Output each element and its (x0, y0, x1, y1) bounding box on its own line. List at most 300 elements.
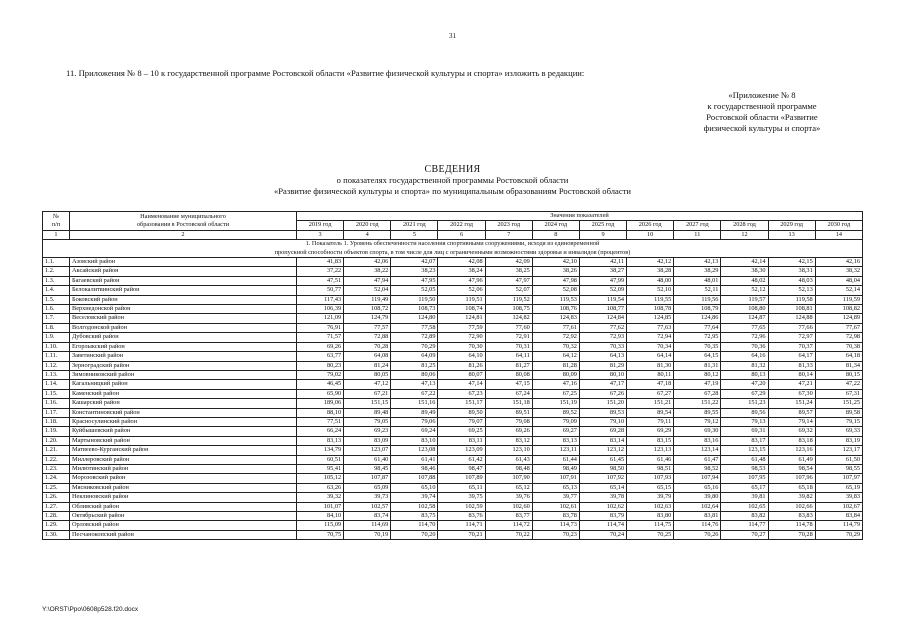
column-index: 14 (815, 230, 862, 239)
indicator-value: 70,30 (438, 342, 485, 351)
indicator-value: 65,13 (532, 483, 579, 492)
indicator-value: 84,10 (297, 512, 344, 521)
indicator-value: 123,13 (627, 446, 674, 455)
indicator-value: 47,51 (297, 276, 344, 285)
table-row (43, 436, 863, 445)
indicator-value: 70,25 (627, 530, 674, 539)
indicator-value: 121,09 (297, 314, 344, 323)
header-year: 2026 год (627, 221, 674, 230)
row-number: 1.29. (43, 521, 70, 530)
indicator-value: 102,65 (721, 502, 768, 511)
row-number: 1.11. (43, 352, 70, 361)
indicator-value: 69,30 (674, 427, 721, 436)
header-municipality (70, 212, 297, 231)
indicator-value: 38,24 (438, 267, 485, 276)
municipality-name: Заветинский район (70, 352, 297, 361)
intro-text: 11. Приложения № 8 – 10 к государственной программе Ростовской области «Развитие физической культуры и спорта» изложить в редакции: (66, 68, 585, 78)
indicator-value: 72,98 (815, 333, 862, 342)
indicator-value: 47,18 (627, 380, 674, 389)
indicator-value: 39,83 (815, 493, 862, 502)
table-row (43, 417, 863, 426)
indicator-value: 83,13 (297, 436, 344, 445)
row-number: 1.5. (43, 295, 70, 304)
indicator-value: 80,15 (815, 370, 862, 379)
indicator-value: 65,18 (768, 483, 815, 492)
indicator-value: 65,11 (438, 483, 485, 492)
indicator-value: 61,48 (721, 455, 768, 464)
row-number: 1.18. (43, 417, 70, 426)
indicator-value: 39,79 (627, 493, 674, 502)
indicator-value: 79,14 (768, 417, 815, 426)
indicator-value: 67,28 (674, 389, 721, 398)
indicator-value: 70,32 (532, 342, 579, 351)
indicator-value: 77,61 (532, 323, 579, 332)
indicator-value: 66,24 (297, 427, 344, 436)
indicator-value: 69,25 (438, 427, 485, 436)
indicator-value: 151,16 (391, 399, 438, 408)
indicator-value: 107,88 (391, 474, 438, 483)
indicator-value: 80,07 (438, 370, 485, 379)
indicator-value: 124,86 (674, 314, 721, 323)
municipality-name: Веселовский район (70, 314, 297, 323)
indicator-value: 70,19 (344, 530, 391, 539)
header-year: 2023 год (485, 221, 532, 230)
column-index: 1 (43, 230, 70, 239)
indicator-value: 119,50 (391, 295, 438, 304)
indicator-value: 69,33 (815, 427, 862, 436)
indicator-value: 107,92 (579, 474, 626, 483)
indicator-value: 65,17 (721, 483, 768, 492)
indicator-value: 67,31 (815, 389, 862, 398)
indicator-value: 79,02 (297, 370, 344, 379)
indicator-value: 67,27 (627, 389, 674, 398)
municipality-name: Аксайский район (70, 267, 297, 276)
indicator-value: 70,27 (721, 530, 768, 539)
indicator-value: 64,17 (768, 352, 815, 361)
indicator-value: 69,29 (627, 427, 674, 436)
municipality-name: Октябрьский район (70, 512, 297, 521)
title-line: «Развитие физической культуры и спорта» по муниципальным образованиям Ростовской области (273, 186, 632, 196)
indicator-value: 98,46 (391, 464, 438, 473)
indicator-value: 67,25 (532, 389, 579, 398)
indicator-value: 189,06 (297, 399, 344, 408)
municipality-name: Матвеево-Курганский район (70, 446, 297, 455)
indicator-value: 70,34 (627, 342, 674, 351)
indicator-value: 81,31 (674, 361, 721, 370)
indicator-value: 114,76 (674, 521, 721, 530)
indicator-value: 77,66 (768, 323, 815, 332)
municipality-name: Боковский район (70, 295, 297, 304)
indicator-value: 42,06 (344, 258, 391, 267)
column-index: 7 (485, 230, 532, 239)
indicator-value: 81,26 (438, 361, 485, 370)
indicator-value: 38,25 (485, 267, 532, 276)
indicator-value: 124,79 (344, 314, 391, 323)
indicator-value: 108,78 (627, 305, 674, 314)
header-year: 2029 год (768, 221, 815, 230)
row-number: 1.13. (43, 370, 70, 379)
indicator-value: 61,41 (391, 455, 438, 464)
indicator-value: 39,78 (579, 493, 626, 502)
indicator-value: 70,23 (532, 530, 579, 539)
indicator-value: 47,96 (438, 276, 485, 285)
indicator-value: 80,14 (768, 370, 815, 379)
indicator-value: 107,87 (344, 474, 391, 483)
indicator-value: 123,11 (532, 446, 579, 455)
indicator-value: 114,69 (344, 521, 391, 530)
indicator-value: 124,88 (768, 314, 815, 323)
table-row (43, 267, 863, 276)
indicator-value: 83,78 (532, 512, 579, 521)
indicator-value: 89,50 (438, 408, 485, 417)
annex-line: к государственной программе (707, 101, 817, 111)
indicator-value: 124,83 (532, 314, 579, 323)
indicator-value: 79,10 (579, 417, 626, 426)
indicator-value: 72,89 (391, 333, 438, 342)
indicator-value: 114,72 (485, 521, 532, 530)
indicator-value: 83,17 (721, 436, 768, 445)
indicator-value: 83,12 (485, 436, 532, 445)
document-title (0, 164, 905, 197)
municipality-name: Дубовский район (70, 333, 297, 342)
indicator-value: 69,24 (391, 427, 438, 436)
municipality-name: Азовский район (70, 258, 297, 267)
indicator-value: 64,14 (627, 352, 674, 361)
indicator-value: 89,57 (768, 408, 815, 417)
indicator-value: 80,05 (344, 370, 391, 379)
indicator-value: 79,09 (532, 417, 579, 426)
indicator-value: 47,14 (438, 380, 485, 389)
indicator-value: 70,38 (815, 342, 862, 351)
table-row (43, 389, 863, 398)
table-row (43, 361, 863, 370)
indicator-value: 114,74 (579, 521, 626, 530)
indicator-value: 47,19 (674, 380, 721, 389)
indicator-value: 102,57 (344, 502, 391, 511)
indicator-value: 124,89 (815, 314, 862, 323)
indicator-value: 89,48 (344, 408, 391, 417)
header-year: 2020 год (344, 221, 391, 230)
indicator-value: 65,15 (627, 483, 674, 492)
table-row (43, 464, 863, 473)
indicator-value: 71,57 (297, 333, 344, 342)
indicator-value: 123,08 (391, 446, 438, 455)
indicator-value: 38,30 (721, 267, 768, 276)
indicator-value: 48,00 (627, 276, 674, 285)
indicator-value: 119,51 (438, 295, 485, 304)
indicator-value: 108,74 (438, 305, 485, 314)
indicator-value: 38,26 (532, 267, 579, 276)
indicator-value: 123,12 (579, 446, 626, 455)
indicator-value: 124,80 (391, 314, 438, 323)
indicator-value: 83,83 (768, 512, 815, 521)
column-index: 12 (721, 230, 768, 239)
indicator-value: 114,75 (627, 521, 674, 530)
indicator-value: 119,59 (815, 295, 862, 304)
indicator-value: 61,42 (438, 455, 485, 464)
indicator-value: 80,11 (627, 370, 674, 379)
indicator-value: 119,52 (485, 295, 532, 304)
indicator-value: 47,99 (579, 276, 626, 285)
indicator-value: 123,07 (344, 446, 391, 455)
table-row (43, 455, 863, 464)
indicator-value: 98,48 (485, 464, 532, 473)
indicator-value: 119,53 (532, 295, 579, 304)
indicator-value: 67,21 (344, 389, 391, 398)
municipality-name: Константиновский район (70, 408, 297, 417)
indicator-value: 77,64 (674, 323, 721, 332)
table-row (43, 512, 863, 521)
indicator-value: 108,81 (768, 305, 815, 314)
indicator-value: 52,05 (391, 286, 438, 295)
indicator-value: 67,23 (438, 389, 485, 398)
indicator-value: 77,62 (579, 323, 626, 332)
indicator-value: 42,13 (674, 258, 721, 267)
indicator-value: 98,47 (438, 464, 485, 473)
indicator-value: 124,85 (627, 314, 674, 323)
indicator-value: 98,45 (344, 464, 391, 473)
indicator-value: 65,10 (391, 483, 438, 492)
indicator-value: 77,59 (438, 323, 485, 332)
table-row (43, 295, 863, 304)
indicator-value: 105,12 (297, 474, 344, 483)
indicator-value: 64,10 (438, 352, 485, 361)
row-number: 1.19. (43, 427, 70, 436)
indicator-value: 69,32 (768, 427, 815, 436)
annex-line: «Приложение № 8 (728, 90, 796, 100)
row-number: 1.6. (43, 305, 70, 314)
indicator-value: 39,73 (344, 493, 391, 502)
table-row (43, 258, 863, 267)
indicator-value: 101,07 (297, 502, 344, 511)
indicator-value: 119,56 (674, 295, 721, 304)
indicator-value: 70,37 (768, 342, 815, 351)
indicator-value: 98,52 (674, 464, 721, 473)
table-row (43, 323, 863, 332)
indicator-value: 98,55 (815, 464, 862, 473)
indicator-value: 79,05 (344, 417, 391, 426)
indicator-value: 47,94 (344, 276, 391, 285)
indicator-value: 61,47 (674, 455, 721, 464)
municipality-name: Миллеровский район (70, 455, 297, 464)
indicator-value: 52,13 (768, 286, 815, 295)
indicator-value: 67,29 (721, 389, 768, 398)
indicator-value: 83,79 (579, 512, 626, 521)
indicator-value: 52,07 (485, 286, 532, 295)
indicator-value: 102,60 (485, 502, 532, 511)
indicator-value: 124,82 (485, 314, 532, 323)
indicator-value: 39,75 (438, 493, 485, 502)
indicator-value: 48,01 (674, 276, 721, 285)
indicator-value: 108,79 (674, 305, 721, 314)
table-row (43, 408, 863, 417)
indicator-value: 61,43 (485, 455, 532, 464)
header-num (43, 212, 70, 231)
table-row (43, 521, 863, 530)
indicator-value: 151,17 (438, 399, 485, 408)
municipality-name: Белокалитвинский район (70, 286, 297, 295)
row-number: 1.1. (43, 258, 70, 267)
indicator-value: 42,15 (768, 258, 815, 267)
indicator-value: 52,08 (532, 286, 579, 295)
indicator-value: 102,64 (674, 502, 721, 511)
indicator-value: 83,80 (627, 512, 674, 521)
table-row (43, 502, 863, 511)
indicator-value: 80,23 (297, 361, 344, 370)
indicator-value: 89,49 (391, 408, 438, 417)
indicator-value: 119,54 (579, 295, 626, 304)
indicator-value: 69,26 (297, 342, 344, 351)
indicator-value: 52,14 (815, 286, 862, 295)
indicator-value: 72,93 (579, 333, 626, 342)
indicator-value: 102,66 (768, 502, 815, 511)
indicator-value: 83,18 (768, 436, 815, 445)
indicator-value: 37,22 (297, 267, 344, 276)
indicator-value: 108,77 (579, 305, 626, 314)
indicator-value: 124,84 (579, 314, 626, 323)
indicator-value: 64,12 (532, 352, 579, 361)
indicator-value: 89,53 (579, 408, 626, 417)
municipality-name: Красносулинский район (70, 417, 297, 426)
indicator-value: 80,08 (485, 370, 532, 379)
indicator-value: 151,19 (532, 399, 579, 408)
indicator-value: 151,25 (815, 399, 862, 408)
table-row (43, 333, 863, 342)
indicator-value: 83,16 (674, 436, 721, 445)
column-index: 10 (627, 230, 674, 239)
indicator-value: 81,24 (344, 361, 391, 370)
indicator-value: 52,11 (674, 286, 721, 295)
row-number: 1.25. (43, 483, 70, 492)
indicator-value: 102,63 (627, 502, 674, 511)
indicator-value: 77,60 (485, 323, 532, 332)
indicator-value: 67,30 (768, 389, 815, 398)
indicator-value: 108,72 (344, 305, 391, 314)
indicator-value: 52,09 (579, 286, 626, 295)
indicator-value: 114,79 (815, 521, 862, 530)
indicator-value: 81,33 (768, 361, 815, 370)
indicator-value: 39,74 (391, 493, 438, 502)
header-year: 2022 год (438, 221, 485, 230)
indicator-value: 60,51 (297, 455, 344, 464)
indicator-value: 70,21 (438, 530, 485, 539)
indicator-value: 42,16 (815, 258, 862, 267)
indicator-value: 83,19 (815, 436, 862, 445)
table-row (43, 286, 863, 295)
indicator-value: 47,98 (532, 276, 579, 285)
indicator-value: 107,94 (674, 474, 721, 483)
indicator-value: 64,13 (579, 352, 626, 361)
table-row (43, 352, 863, 361)
indicator-value: 83,11 (438, 436, 485, 445)
indicator-value: 38,31 (768, 267, 815, 276)
indicator-value: 39,81 (721, 493, 768, 502)
indicator-value: 108,80 (721, 305, 768, 314)
indicator-value: 50,77 (297, 286, 344, 295)
indicator-value: 123,15 (721, 446, 768, 455)
indicator-value: 83,14 (579, 436, 626, 445)
indicator-value: 80,12 (674, 370, 721, 379)
indicator-value: 70,29 (391, 342, 438, 351)
municipality-name: Песчанокопский район (70, 530, 297, 539)
indicator-value: 79,07 (438, 417, 485, 426)
indicator-value: 107,91 (532, 474, 579, 483)
indicator-value: 70,20 (391, 530, 438, 539)
indicator-value: 107,95 (721, 474, 768, 483)
indicator-value: 48,04 (815, 276, 862, 285)
row-number: 1.22. (43, 455, 70, 464)
indicator-value: 70,28 (768, 530, 815, 539)
municipality-name: Обливский район (70, 502, 297, 511)
indicators-table (42, 211, 863, 540)
indicator-value: 70,26 (674, 530, 721, 539)
table-row (43, 474, 863, 483)
municipality-name: Морозовский район (70, 474, 297, 483)
indicator-value: 47,21 (768, 380, 815, 389)
header-year: 2024 год (532, 221, 579, 230)
indicator-value: 79,11 (627, 417, 674, 426)
indicator-value: 98,50 (579, 464, 626, 473)
indicator-value: 81,28 (532, 361, 579, 370)
indicator-value: 39,82 (768, 493, 815, 502)
indicator-value: 81,30 (627, 361, 674, 370)
indicator-value: 81,34 (815, 361, 862, 370)
table-row (43, 399, 863, 408)
indicator-value: 89,52 (532, 408, 579, 417)
indicator-value: 63,77 (297, 352, 344, 361)
indicator-value: 98,49 (532, 464, 579, 473)
indicator-value: 123,14 (674, 446, 721, 455)
indicator-value: 123,09 (438, 446, 485, 455)
indicator-value: 83,74 (344, 512, 391, 521)
municipality-name: Волгодонской район (70, 323, 297, 332)
municipality-name: Егорлыкский район (70, 342, 297, 351)
indicator-value: 61,44 (532, 455, 579, 464)
indicator-value: 102,58 (391, 502, 438, 511)
column-index: 13 (768, 230, 815, 239)
indicator-value: 114,78 (768, 521, 815, 530)
row-number: 1.3. (43, 276, 70, 285)
indicator-value: 151,18 (485, 399, 532, 408)
municipality-name: Кагальницкий район (70, 380, 297, 389)
indicator-value: 80,10 (579, 370, 626, 379)
indicator-value: 114,73 (532, 521, 579, 530)
indicator-value: 64,11 (485, 352, 532, 361)
indicator-value: 64,09 (391, 352, 438, 361)
row-number: 1.7. (43, 314, 70, 323)
indicator-value: 39,32 (297, 493, 344, 502)
indicator-value: 47,16 (532, 380, 579, 389)
header-year: 2028 год (721, 221, 768, 230)
indicator-value: 42,08 (438, 258, 485, 267)
indicator-value: 119,55 (627, 295, 674, 304)
indicator-value: 42,10 (532, 258, 579, 267)
header-municipality-line: Наименование муниципального (140, 212, 226, 220)
indicator-value: 151,23 (721, 399, 768, 408)
indicator-value: 47,15 (485, 380, 532, 389)
indicator-value: 61,50 (815, 455, 862, 464)
indicator-value: 72,94 (627, 333, 674, 342)
indicator-value: 123,10 (485, 446, 532, 455)
indicator-value: 151,24 (768, 399, 815, 408)
table-header-row (43, 212, 863, 221)
indicator-value: 107,89 (438, 474, 485, 483)
indicator-value: 98,51 (627, 464, 674, 473)
indicator-value: 72,91 (485, 333, 532, 342)
municipality-name: Верхнедонской район (70, 305, 297, 314)
indicator-value: 124,87 (721, 314, 768, 323)
indicator-value: 42,09 (485, 258, 532, 267)
